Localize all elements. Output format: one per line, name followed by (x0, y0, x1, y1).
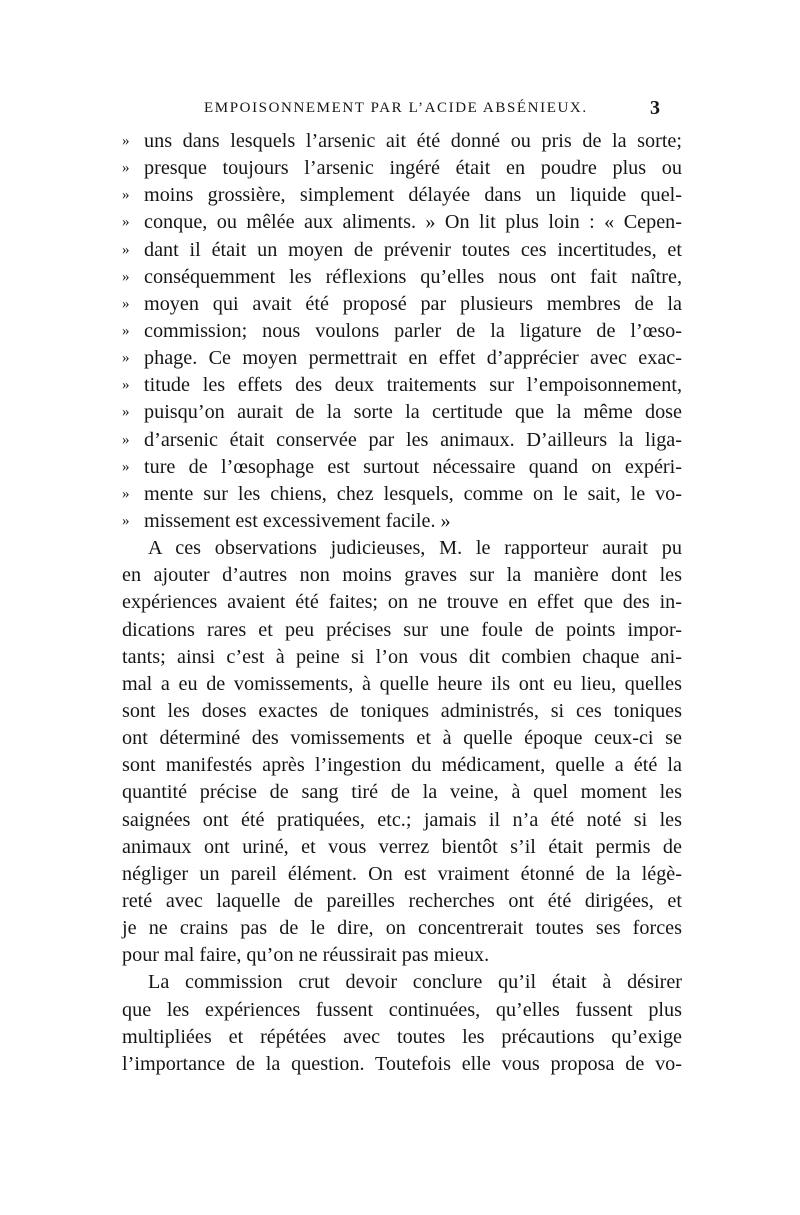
text-line: sont manifestés après l’ingestion du médicament, quelle a été la (122, 754, 682, 777)
text-line: » uns dans lesquels l’arsenic ait été donné ou pris de la sorte; (122, 128, 682, 155)
text-line: tants; ainsi c’est à peine si l’on vous dit combien chaque ani- (122, 645, 682, 668)
text-line: négliger un pareil élément. On est vraiment étonné de la légè- (122, 862, 682, 885)
text-line: mal a eu de vomissements, à quelle heure ils ont eu lieu, quelles (122, 672, 682, 695)
text-line: » conséquemment les réflexions qu’elles nous ont fait naître, (122, 264, 682, 291)
text-line: l’importance de la question. Toutefois elle vous proposa de vo- (122, 1052, 682, 1075)
text-line: dications rares et peu précises sur une foule de points impor- (122, 618, 682, 641)
text-line: que les expériences fussent continuées, qu’elles fussent plus (122, 998, 682, 1021)
text-line: je ne crains pas de le dire, on concentrerait toutes ses forces (122, 917, 682, 940)
text-line: » titude les effets des deux traitements sur l’empoisonnement, (122, 372, 682, 399)
paragraph-start-line: A ces observations judicieuses, M. le rapporteur aurait pu (148, 537, 682, 560)
paragraph-start-line: La commission crut devoir conclure qu’il était à désirer (148, 971, 682, 994)
text-line: » puisqu’on aurait de la sorte la certitude que la même dose (122, 399, 682, 426)
text-line: » conque, ou mêlée aux aliments. » On lit plus loin : « Cepen- (122, 209, 682, 236)
text-line: » missement est excessivement facile. » (122, 508, 682, 535)
page-header (122, 97, 660, 126)
text-line: » mente sur les chiens, chez lesquels, comme on le sait, le vo- (122, 481, 682, 508)
text-line: » moyen qui avait été proposé par plusieurs membres de la (122, 291, 682, 318)
page-number: 3 (650, 97, 660, 119)
text-line: quantité précise de sang tiré de la veine, à quel moment les (122, 781, 682, 804)
text-line: expériences avaient été faites; on ne trouve en effet que des in- (122, 591, 682, 614)
text-line: » ture de l’œsophage est surtout nécessaire quand on expéri- (122, 454, 682, 481)
text-line: multipliées et répétées avec toutes les précautions qu’exige (122, 1025, 682, 1048)
text-line: animaux ont uriné, et vous verrez bientôt s’il était permis de (122, 835, 682, 858)
text-line: reté avec laquelle de pareilles recherches ont été dirigées, et (122, 889, 682, 912)
text-line: pour mal faire, qu’on ne réussirait pas mieux. (122, 944, 490, 967)
text-line: » d’arsenic était conservée par les animaux. D’ailleurs la liga- (122, 427, 682, 454)
text-line: » dant il était un moyen de prévenir toutes ces incertitudes, et (122, 237, 682, 264)
text-line: ont déterminé des vomissements et à quelle époque ceux-ci se (122, 727, 682, 750)
text-line: en ajouter d’autres non moins graves sur la manière dont les (122, 564, 682, 587)
page-body (122, 128, 682, 1078)
text-line: » presque toujours l’arsenic ingéré était en poudre plus ou (122, 155, 682, 182)
running-title: EMPOISONNEMENT PAR L’ACIDE ABSÉNIEUX. (204, 100, 588, 116)
text-line: » moins grossière, simplement délayée dans un liquide quel- (122, 182, 682, 209)
text-line: sont les doses exactes de toniques administrés, si ces toniques (122, 699, 682, 722)
text-line: saignées ont été pratiquées, etc.; jamais il n’a été noté si les (122, 808, 682, 831)
text-line: » commission; nous voulons parler de la ligature de l’œso- (122, 318, 682, 345)
text-line: » phage. Ce moyen permettrait en effet d’apprécier avec exac- (122, 345, 682, 372)
